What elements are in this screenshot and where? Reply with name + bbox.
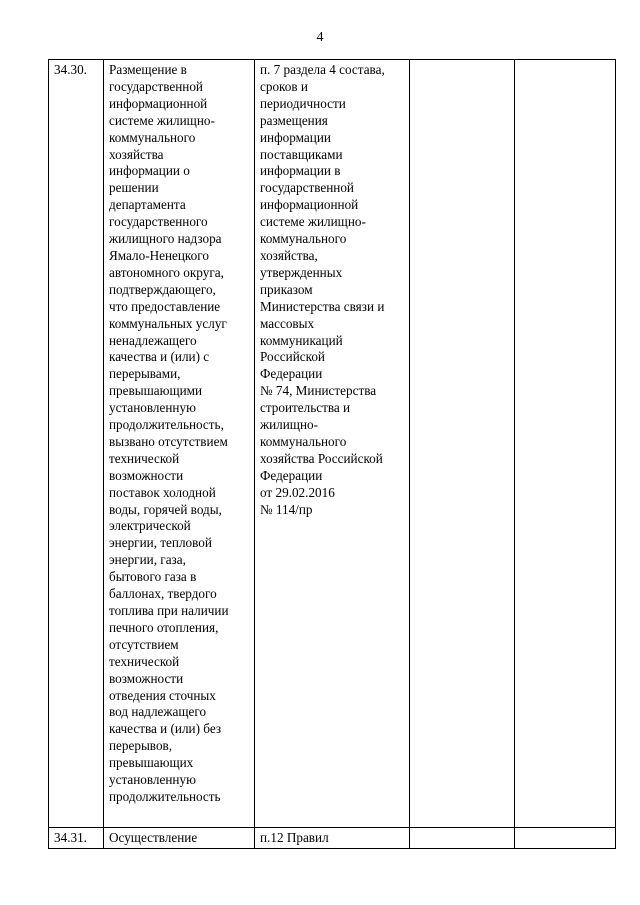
text-line: коммунального bbox=[109, 129, 196, 145]
text-line: п.12 Правил bbox=[260, 830, 329, 845]
text-line: энергии, тепловой bbox=[109, 535, 212, 551]
table-row bbox=[49, 60, 616, 828]
text-line: массовых bbox=[260, 315, 315, 331]
text-line: поставщиками bbox=[260, 146, 343, 162]
text-line: возможности bbox=[109, 670, 184, 686]
text-line: установленную bbox=[109, 400, 196, 416]
text-line: вод надлежащего bbox=[109, 704, 207, 720]
empty-cell bbox=[515, 60, 616, 828]
text-line: от 29.02.2016 bbox=[260, 484, 335, 500]
text-line: перерывами, bbox=[109, 366, 181, 382]
text-line: превышающими bbox=[109, 383, 203, 399]
text-line: вызвано отсутствием bbox=[109, 433, 228, 449]
description-cell bbox=[104, 828, 255, 849]
text-line: возможности bbox=[109, 467, 184, 483]
text-line: утвержденных bbox=[260, 264, 343, 280]
text-line: Размещение в bbox=[109, 62, 187, 77]
text-line: Федерации bbox=[260, 467, 323, 483]
text-line: качества и (или) с bbox=[109, 349, 210, 365]
row-number-cell: 34.30. bbox=[49, 60, 104, 828]
text-line: электрической bbox=[109, 518, 191, 534]
empty-cell bbox=[515, 828, 616, 849]
text-line: коммунального bbox=[260, 231, 347, 247]
text-line: Осуществление bbox=[109, 830, 198, 845]
text-line: департамента bbox=[109, 197, 186, 213]
text-line: приказом bbox=[260, 281, 313, 297]
text-line: перерывов, bbox=[109, 738, 173, 754]
text-line: Ямало-Ненецкого bbox=[109, 247, 209, 263]
text-line: коммунального bbox=[260, 433, 347, 449]
text-line: информационной bbox=[109, 95, 208, 111]
description-text bbox=[109, 830, 251, 847]
text-line: системе жилищно- bbox=[260, 214, 366, 230]
text-line: баллонах, твердого bbox=[109, 586, 217, 602]
text-line: отведения сточных bbox=[109, 687, 216, 703]
text-line: продолжительность, bbox=[109, 417, 224, 433]
text-line: коммуникаций bbox=[260, 332, 343, 348]
text-line: качества и (или) без bbox=[109, 721, 222, 737]
text-line: информационной bbox=[260, 197, 359, 213]
text-line: воды, горячей воды, bbox=[109, 501, 222, 517]
text-line: бытового газа в bbox=[109, 569, 197, 585]
text-line: поставок холодной bbox=[109, 484, 216, 500]
empty-cell bbox=[410, 828, 515, 849]
text-line: хозяйства, bbox=[260, 247, 318, 263]
text-line: п. 7 раздела 4 состава, bbox=[260, 62, 385, 77]
text-line: автономного округа, bbox=[109, 264, 224, 280]
text-line: периодичности bbox=[260, 95, 346, 111]
description-cell bbox=[104, 60, 255, 828]
legal-basis-text bbox=[260, 62, 406, 518]
legal-basis-cell bbox=[255, 60, 410, 828]
text-line: государственной bbox=[260, 180, 354, 196]
page-number: 4 bbox=[316, 30, 324, 45]
text-line: продолжительность bbox=[109, 788, 221, 804]
text-line: системе жилищно- bbox=[109, 112, 215, 128]
text-line: Министерства связи и bbox=[260, 298, 385, 314]
text-line: строительства и bbox=[260, 400, 351, 416]
text-line: установленную bbox=[109, 772, 196, 788]
text-line: печного отопления, bbox=[109, 619, 219, 635]
text-line: технической bbox=[109, 653, 180, 669]
text-line: превышающих bbox=[109, 755, 194, 771]
text-line: хозяйства Российской bbox=[260, 450, 383, 466]
text-line: технической bbox=[109, 450, 180, 466]
description-text bbox=[109, 62, 251, 806]
text-line: Федерации bbox=[260, 366, 323, 382]
text-line: информации в bbox=[260, 163, 341, 179]
text-line: государственной bbox=[109, 78, 203, 94]
text-line: решении bbox=[109, 180, 159, 196]
text-line: № 114/пр bbox=[260, 501, 313, 517]
text-line: подтверждающего, bbox=[109, 281, 216, 297]
requirements-table bbox=[48, 59, 616, 849]
text-line: ненадлежащего bbox=[109, 332, 197, 348]
text-line: отсутствием bbox=[109, 636, 179, 652]
text-line: сроков и bbox=[260, 78, 308, 94]
legal-basis-text bbox=[260, 830, 406, 847]
row-number-cell: 34.31. bbox=[49, 828, 104, 849]
text-line: государственного bbox=[109, 214, 208, 230]
legal-basis-cell bbox=[255, 828, 410, 849]
text-line: информации bbox=[260, 129, 331, 145]
text-line: размещения bbox=[260, 112, 328, 128]
text-line: информации о bbox=[109, 163, 190, 179]
text-line: топлива при наличии bbox=[109, 603, 229, 618]
table-row bbox=[49, 828, 616, 849]
text-line: жилищного надзора bbox=[109, 231, 222, 247]
text-line: хозяйства bbox=[109, 146, 164, 162]
text-line: № 74, Министерства bbox=[260, 383, 377, 399]
text-line: энергии, газа, bbox=[109, 552, 186, 568]
text-line: жилищно- bbox=[260, 417, 319, 433]
text-line: коммунальных услуг bbox=[109, 315, 227, 331]
text-line: что предоставление bbox=[109, 298, 221, 314]
empty-cell bbox=[410, 60, 515, 828]
text-line: Российской bbox=[260, 349, 325, 365]
